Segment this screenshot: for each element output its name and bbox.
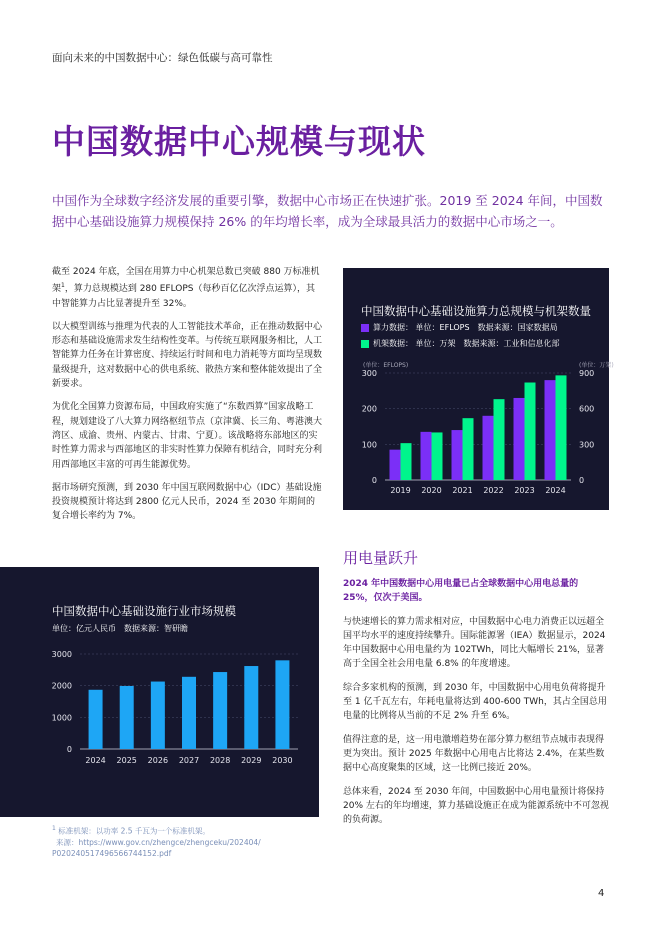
y-tick-label: 0: [66, 745, 72, 754]
y-tick-label: 3000: [51, 650, 72, 659]
bar-compute: [545, 380, 556, 480]
market-size-chart-panel: [0, 567, 319, 817]
compute-chart-title: 中国数据中心基础设施算力总规模与机架数量: [361, 304, 591, 318]
bar-rack: [556, 375, 567, 480]
x-tick-label: 2024: [545, 486, 566, 495]
bar-rack: [494, 399, 505, 480]
legend-rack-label: 机架数据：: [373, 339, 413, 348]
x-tick-label: 2030: [272, 756, 293, 765]
bar-compute: [514, 398, 525, 480]
legend-rack-meta: 单位：万架 数据来源：工业和信息化部: [415, 339, 560, 348]
compute-rack-bar-chart: [343, 358, 614, 503]
bar-rack: [525, 383, 536, 480]
page-number: 4: [598, 888, 605, 899]
left-text-column: [52, 265, 324, 533]
paragraph-rack-total: [52, 265, 324, 311]
page-header: 面向未来的中国数据中心：绿色低碳与高可靠性: [52, 52, 273, 64]
footnote-definition: 标准机架：以功率 2.5 千瓦为一个标准机架。: [58, 826, 210, 836]
paragraph-power-summary: 总体来看，2024 至 2030 年间，中国数据中心用电量预计将保持 20% 左右的年均增速，算力基础设施正在成为能源系统中不可忽视的负荷源。: [343, 786, 609, 826]
paragraph-hub-cities: 值得注意的是，这一用电激增趋势在部分算力枢纽节点城市表现得更为突出。预计 2025 年数据中心用电占比将达 2.4%，在某些数据中心高度聚集的区域，这一比例已接近 20%。: [343, 734, 605, 774]
bar-compute: [483, 416, 494, 480]
y-right-tick-label: 0: [579, 476, 585, 485]
y-right-tick-label: 900: [579, 369, 595, 378]
paragraph-ai-revolution: 以大模型训练与推理为代表的人工智能技术革命，正在推动数据中心形态和基础设施需求发生结构性变革。与传统互联网服务相比，人工智能算力任务在计算密度、持续运行时间和电力消耗等方面均呈现数量级提升，这对数据中心的供电系统、散热方案和整体能效提出了全新要求。: [52, 321, 323, 390]
y-left-tick-label: 300: [361, 369, 377, 378]
bar-market: [120, 686, 134, 749]
market-chart-title: 中国数据中心基础设施行业市场规模: [52, 604, 236, 618]
bar-market: [213, 672, 227, 749]
market-chart-subtitle: 单位：亿元人民币 数据来源：智研瞻: [52, 624, 188, 633]
right-text-column: [343, 577, 609, 836]
compute-rack-chart-panel: [343, 268, 614, 510]
market-size-bar-chart: [0, 642, 319, 812]
bar-market: [275, 660, 289, 749]
footnote-source: 来源：https://www.gov.cn/zhengce/zhengceku/202404/: [56, 837, 261, 847]
footnote-source-file: P020240517496566744152.pdf: [52, 848, 172, 858]
legend-compute: [361, 322, 558, 333]
paragraph-east-west: 为优化全国算力资源布局，中国政府实施了“东数西算”国家战略工程，规划建设了八大算力网络枢纽节点（京津冀、长三角、粤港澳大湾区、成渝、贵州、内蒙古、甘肃、宁夏）。该战略将东部地区的实时性算力需求与西部地区的非实时性算力保障有机结合，同时充分利用西部地区丰富的可再生能源优势。: [52, 402, 323, 470]
bar-market: [89, 690, 103, 749]
y-left-unit-label: (单位：EFLOPS): [363, 362, 409, 369]
paragraph-power-growth: 与快速增长的算力需求相对应，中国数据中心电力消费正以远超全国平均水平的速度持续攀升。国际能源署（IEA）数据显示，2024 年中国数据中心用电量约为 102TWh，同比大幅增长 21%，显著高于全国全社会用电量 6.8% 的年度增速。: [343, 616, 606, 670]
page-title: 中国数据中心规模与现状: [52, 122, 426, 161]
bar-market: [182, 677, 196, 749]
paragraph-power-2030: 综合多家机构的预测，到 2030 年，中国数据中心用电负荷将提升至 1 亿千瓦左右，年耗电量将达到 400-600 TWh，其占全国总用电量的比例将从当前的不足 2% 升至 6%。: [343, 682, 607, 722]
x-tick-label: 2022: [483, 486, 504, 495]
x-tick-label: 2023: [514, 486, 535, 495]
paragraph-rack-total-b: ，算力总规模达到 280 EFLOPS（每秒百亿亿次浮点运算），其中智能算力占比显著提升至 32%。: [52, 284, 316, 309]
legend-swatch-green: [361, 340, 369, 348]
x-tick-label: 2024: [85, 756, 106, 765]
x-tick-label: 2025: [116, 756, 137, 765]
y-right-tick-label: 600: [579, 404, 595, 414]
footnote-ref: 1: [61, 282, 65, 290]
paragraph-idc-forecast: 据市场研究预测，到 2030 年中国互联网数据中心（IDC）基础设施投资规模预计将达到 2800 亿元人民币，2024 至 2030 年期间的复合增长率约为 7%。: [52, 482, 322, 522]
bar-compute: [390, 450, 401, 480]
y-left-tick-label: 100: [361, 440, 377, 450]
bar-rack: [463, 418, 474, 480]
legend-compute-meta: 单位：EFLOPS 数据来源：国家数据局: [415, 323, 558, 332]
x-tick-label: 2021: [452, 486, 473, 495]
y-right-tick-label: 300: [579, 440, 595, 450]
x-tick-label: 2026: [147, 756, 169, 765]
bar-market: [244, 666, 258, 749]
x-tick-label: 2020: [421, 486, 442, 495]
intro-paragraph: 中国作为全球数字经济发展的重要引擎，数据中心市场正在快速扩张。2019 至 2024 年间，中国数据中心基础设施算力规模保持 26% 的年均增长率，成为全球最具活力的数据中心市场之一。: [52, 193, 603, 229]
legend-swatch-purple: [361, 324, 369, 332]
y-left-tick-label: 200: [361, 404, 377, 414]
bar-market: [151, 682, 165, 749]
power-lead: 2024 年中国数据中心用电量已占全球数据中心用电总量的 25%，仅次于美国。: [343, 579, 579, 604]
legend-rack: [361, 338, 560, 349]
y-left-tick-label: 0: [371, 476, 377, 485]
x-tick-label: 2027: [178, 756, 200, 765]
x-tick-label: 2019: [390, 486, 411, 495]
footnote-marker: 1: [52, 825, 56, 832]
x-tick-label: 2028: [209, 756, 231, 765]
bar-compute: [452, 430, 463, 480]
footnote-line-1: [52, 823, 322, 837]
section-title-power: 用电量跃升: [343, 549, 419, 567]
y-tick-label: 2000: [51, 681, 72, 691]
x-tick-label: 2029: [241, 756, 262, 765]
legend-compute-label: 算力数据：: [373, 323, 413, 332]
footnote: [52, 823, 322, 859]
bar-compute: [421, 432, 432, 480]
bar-rack: [401, 443, 412, 480]
paragraph-rack-total-a: 截至 2024 年底，全国在用算力中心机架总数已突破 880 万标准机架: [52, 267, 320, 295]
y-right-unit-label: (单位：万架): [579, 362, 614, 369]
bar-rack: [432, 432, 443, 480]
y-tick-label: 1000: [51, 713, 72, 723]
